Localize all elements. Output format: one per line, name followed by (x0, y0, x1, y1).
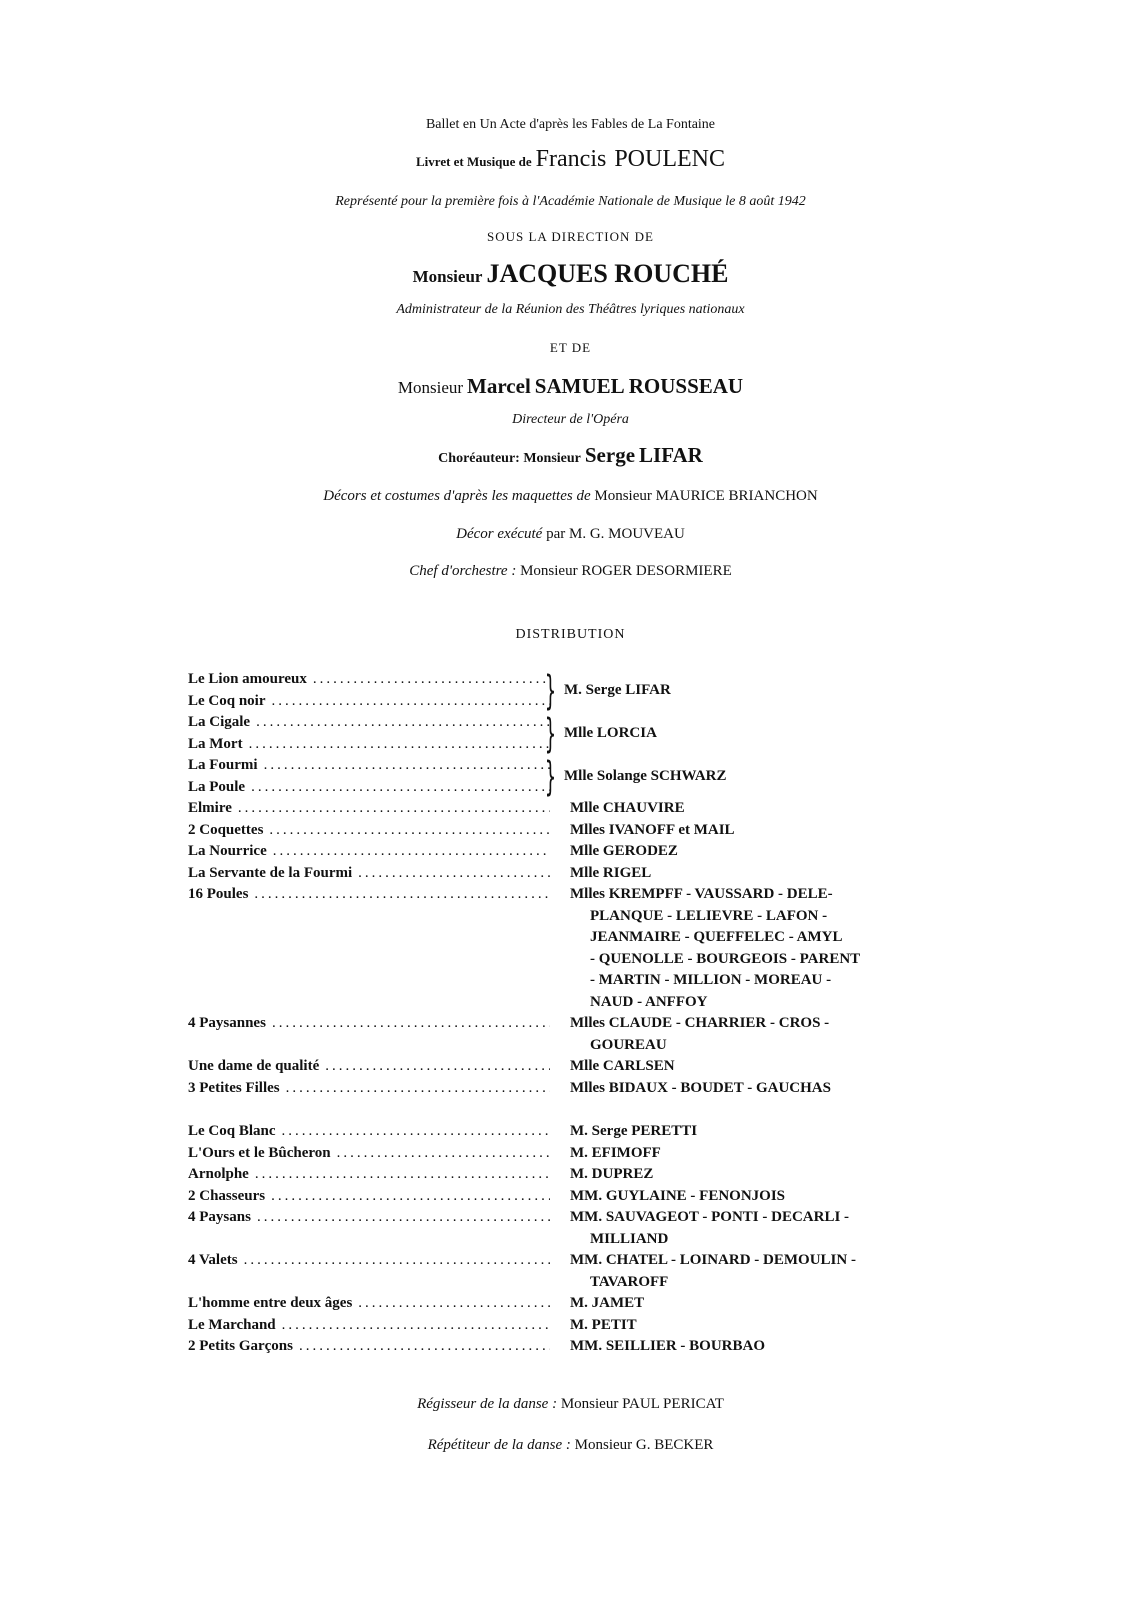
cast-actor (570, 1336, 940, 1358)
decor-exec-name: par M. G. MOUVEAU (546, 526, 685, 542)
role-name: 2 Petits Garçons (188, 1338, 293, 1354)
role-name: La Mort (188, 735, 243, 752)
role-name: 4 Valets (188, 1252, 238, 1268)
actor-line: Mlle CARLSEN (570, 1058, 675, 1074)
cast-role (188, 755, 550, 777)
chef-name: Monsieur ROGER DESORMIERE (520, 563, 732, 579)
actor-line: Mlle CHAUVIRE (570, 800, 685, 816)
actor-line: - QUENOLLE - BOURGEOIS - PARENT (590, 950, 861, 967)
dot-leader (358, 1293, 550, 1315)
actor-line: MILLIAND (590, 1230, 669, 1247)
dot-leader (244, 1250, 550, 1293)
cast-role (188, 734, 550, 756)
director1-title: Administrateur de la Réunion des Théâtres lyriques nationaux (396, 302, 745, 317)
cast-role (188, 1164, 550, 1186)
cast-role (188, 712, 550, 734)
actor-line: JEANMAIRE - QUEFFELEC - AMYL (590, 929, 843, 945)
direction-label: SOUS LA DIRECTION DE (487, 229, 654, 244)
chef-line (0, 563, 1141, 580)
choreo-last: LIFAR (639, 443, 703, 467)
cast-role (188, 1315, 550, 1337)
dot-leader (256, 712, 550, 734)
cast-actor (570, 1186, 940, 1208)
pair-roles (188, 667, 557, 714)
cast-role (188, 669, 550, 691)
dot-leader (282, 1121, 550, 1143)
actor-line: M. EFIMOFF (570, 1144, 661, 1161)
dot-leader (358, 863, 550, 885)
dot-leader (299, 1336, 550, 1358)
actor-line: Mlles CLAUDE - CHARRIER - CROS - (570, 1015, 830, 1031)
cast-actor (570, 841, 940, 863)
actor-line: MM. SEILLIER - BOURBAO (570, 1338, 766, 1354)
repetiteur-name: Monsieur G. BECKER (574, 1437, 714, 1453)
decors-label: Décors et costumes d'après les maquettes de (323, 488, 591, 504)
cast-role (188, 884, 550, 1013)
dot-leader (272, 1013, 550, 1056)
cast-actor: Mlle LORCIA (564, 725, 657, 741)
role-name: La Poule (188, 778, 246, 795)
actor-line: MM. GUYLAINE - FENONJOIS (570, 1187, 786, 1204)
cast-row (188, 734, 550, 756)
role-name: 3 Petites Filles (188, 1079, 280, 1096)
dot-leader (286, 1078, 550, 1100)
cast-actor (570, 798, 940, 820)
cast-role (188, 1250, 550, 1293)
actor-line: M. PETIT (570, 1316, 637, 1333)
role-name: Arnolphe (188, 1166, 249, 1182)
cast-actor (570, 1056, 940, 1078)
actor-line: MM. SAUVAGEOT - PONTI - DECARLI - (570, 1209, 850, 1225)
cast-row (188, 820, 948, 842)
regisseur-name: Monsieur PAUL PERICAT (560, 1396, 724, 1412)
livret-line (0, 146, 1141, 173)
cast-role (188, 820, 550, 842)
cast-role (188, 863, 550, 885)
role-name: L'homme entre deux âges (188, 1295, 353, 1311)
cast-role (188, 1121, 550, 1143)
dot-leader (325, 1056, 550, 1078)
director1-name: JACQUES ROUCHÉ (486, 259, 729, 288)
director1-line (0, 259, 1141, 289)
actor-line: NAUD - ANFFOY (590, 993, 708, 1010)
role-name: Elmire (188, 800, 232, 816)
cast-role (188, 1013, 550, 1056)
role-name: La Cigale (188, 714, 251, 730)
cast-row (188, 1293, 948, 1315)
dot-leader (271, 1186, 550, 1208)
cast-row (188, 884, 948, 1013)
actor-line: MM. CHATEL - LOINARD - DEMOULIN - (570, 1252, 856, 1268)
role-name: La Fourmi (188, 757, 258, 773)
cast-role (188, 1186, 550, 1208)
cast-role (188, 691, 550, 713)
regisseur-line (0, 1396, 1141, 1413)
composer-first: Francis (535, 146, 607, 172)
actor-line: M. DUPREZ (570, 1166, 654, 1182)
decor-exec-label: Décor exécuté (456, 526, 543, 542)
cast-row (188, 798, 948, 820)
monsieur-label: Monsieur (412, 267, 483, 286)
cast-row (188, 1186, 948, 1208)
repetiteur-label: Répétiteur de la danse : (427, 1437, 571, 1453)
actor-line: Mlle GERODEZ (570, 843, 678, 859)
director2-title: Directeur de l'Opéra (512, 412, 629, 427)
distribution-heading: DISTRIBUTION (515, 627, 626, 642)
dot-leader (257, 1207, 550, 1250)
cast-pair (188, 755, 948, 798)
cast-role (188, 1336, 550, 1358)
cast-actor (570, 1293, 940, 1315)
cast-role (188, 777, 550, 799)
subtitle: Ballet en Un Acte d'après les Fables de La Fontaine (425, 117, 716, 132)
dot-leader (337, 1143, 550, 1165)
decor-exec-line (0, 526, 1141, 543)
actor-line: Mlles KREMPFF - VAUSSARD - DELE- (570, 886, 833, 902)
actor-line: TAVAROFF (590, 1273, 669, 1290)
dot-leader (238, 798, 550, 820)
composer-last: POULENC (614, 146, 725, 172)
cast-row (188, 1250, 948, 1293)
cast-pair (188, 712, 948, 755)
choreo-first: Serge (584, 443, 636, 467)
actor-line: M. Serge PERETTI (570, 1123, 698, 1139)
choreo-line (0, 443, 1141, 468)
cast-row (188, 669, 550, 691)
cast-actor (570, 1143, 940, 1165)
cast-row (188, 691, 550, 713)
dot-leader (273, 841, 550, 863)
repetiteur-line (0, 1437, 1141, 1454)
cast-actor (570, 1013, 940, 1056)
cast-row (188, 1143, 948, 1165)
role-name: Le Marchand (188, 1316, 276, 1333)
cast-actor: Mlle Solange SCHWARZ (564, 768, 727, 784)
director2-line (0, 374, 1141, 399)
actor-line: Mlles IVANOFF et MAIL (570, 821, 735, 838)
chef-label: Chef d'orchestre : (409, 563, 517, 579)
actor-line: PLANQUE - LELIEVRE - LAFON - (590, 907, 828, 924)
cast-role (188, 1207, 550, 1250)
brace-icon: } (544, 753, 557, 800)
dot-leader (254, 884, 550, 1013)
pair-roles (188, 710, 557, 757)
pair-roles (188, 753, 557, 800)
cast-row (188, 1078, 948, 1100)
cast-role (188, 1078, 550, 1100)
role-name: 2 Coquettes (188, 821, 264, 838)
dot-leader (282, 1315, 550, 1337)
brace-icon: } (544, 667, 557, 714)
cast-actor: M. Serge LIFAR (564, 682, 671, 698)
director2-first: Marcel (467, 374, 531, 398)
cast-row (188, 755, 550, 777)
actor-line: M. JAMET (570, 1295, 645, 1311)
actor-line: Mlles BIDAUX - BOUDET - GAUCHAS (570, 1079, 831, 1096)
dot-leader (251, 777, 550, 799)
cast-actor (570, 1250, 940, 1293)
cast-actor (570, 1207, 940, 1250)
role-name: L'Ours et le Bûcheron (188, 1144, 331, 1161)
livret-label: Livret et Musique de (416, 154, 532, 169)
cast-row (188, 1336, 948, 1358)
role-name: Une dame de qualité (188, 1058, 320, 1074)
dot-leader (264, 755, 550, 777)
decors-line (0, 488, 1141, 505)
cast-role (188, 1293, 550, 1315)
role-name: Le Coq noir (188, 692, 266, 709)
dot-leader (272, 691, 550, 713)
cast-row (188, 1013, 948, 1056)
cast-row (188, 1164, 948, 1186)
actor-line: - MARTIN - MILLION - MOREAU - (590, 972, 832, 988)
cast-role (188, 841, 550, 863)
cast-row (188, 712, 550, 734)
cast-row (188, 777, 550, 799)
cast-row (188, 841, 948, 863)
role-name: La Servante de la Fourmi (188, 864, 353, 881)
cast-actor (570, 1078, 940, 1100)
role-name: 16 Poules (188, 886, 249, 902)
cast-actor (570, 1121, 940, 1143)
role-name: 4 Paysannes (188, 1015, 266, 1031)
cast-actor (570, 1164, 940, 1186)
role-name: Le Lion amoureux (188, 671, 307, 687)
decors-name: Monsieur MAURICE BRIANCHON (594, 488, 818, 504)
brace-icon: } (544, 710, 557, 757)
cast-actor (570, 1315, 940, 1337)
role-name: 2 Chasseurs (188, 1187, 266, 1204)
cast-actor (570, 820, 940, 842)
actor-line: GOUREAU (590, 1036, 667, 1053)
cast-list-2 (188, 1121, 948, 1358)
cast-list-1 (188, 669, 948, 1099)
cast-role (188, 1143, 550, 1165)
cast-role (188, 1056, 550, 1078)
cast-pair (188, 669, 948, 712)
dot-leader (313, 669, 550, 691)
regisseur-label: Régisseur de la danse : (417, 1396, 558, 1412)
role-name: Le Coq Blanc (188, 1123, 276, 1139)
dot-leader (249, 734, 550, 756)
dot-leader (255, 1164, 550, 1186)
cast-row (188, 1315, 948, 1337)
et-de-label: ET DE (549, 340, 592, 355)
cast-actor (570, 884, 940, 1013)
choreo-label: Choréauteur: Monsieur (438, 451, 581, 466)
director2-last: SAMUEL ROUSSEAU (534, 374, 744, 398)
cast-row (188, 1056, 948, 1078)
cast-row (188, 1121, 948, 1143)
role-name: La Nourrice (188, 843, 267, 859)
role-name: 4 Paysans (188, 1209, 251, 1225)
dot-leader (269, 820, 550, 842)
premiere-line: Représenté pour la première fois à l'Académie Nationale de Musique le 8 août 1942 (335, 194, 806, 209)
cast-role (188, 798, 550, 820)
cast-row (188, 863, 948, 885)
cast-actor (570, 863, 940, 885)
cast-row (188, 1207, 948, 1250)
monsieur-label: Monsieur (397, 378, 464, 397)
actor-line: Mlle RIGEL (570, 864, 652, 881)
